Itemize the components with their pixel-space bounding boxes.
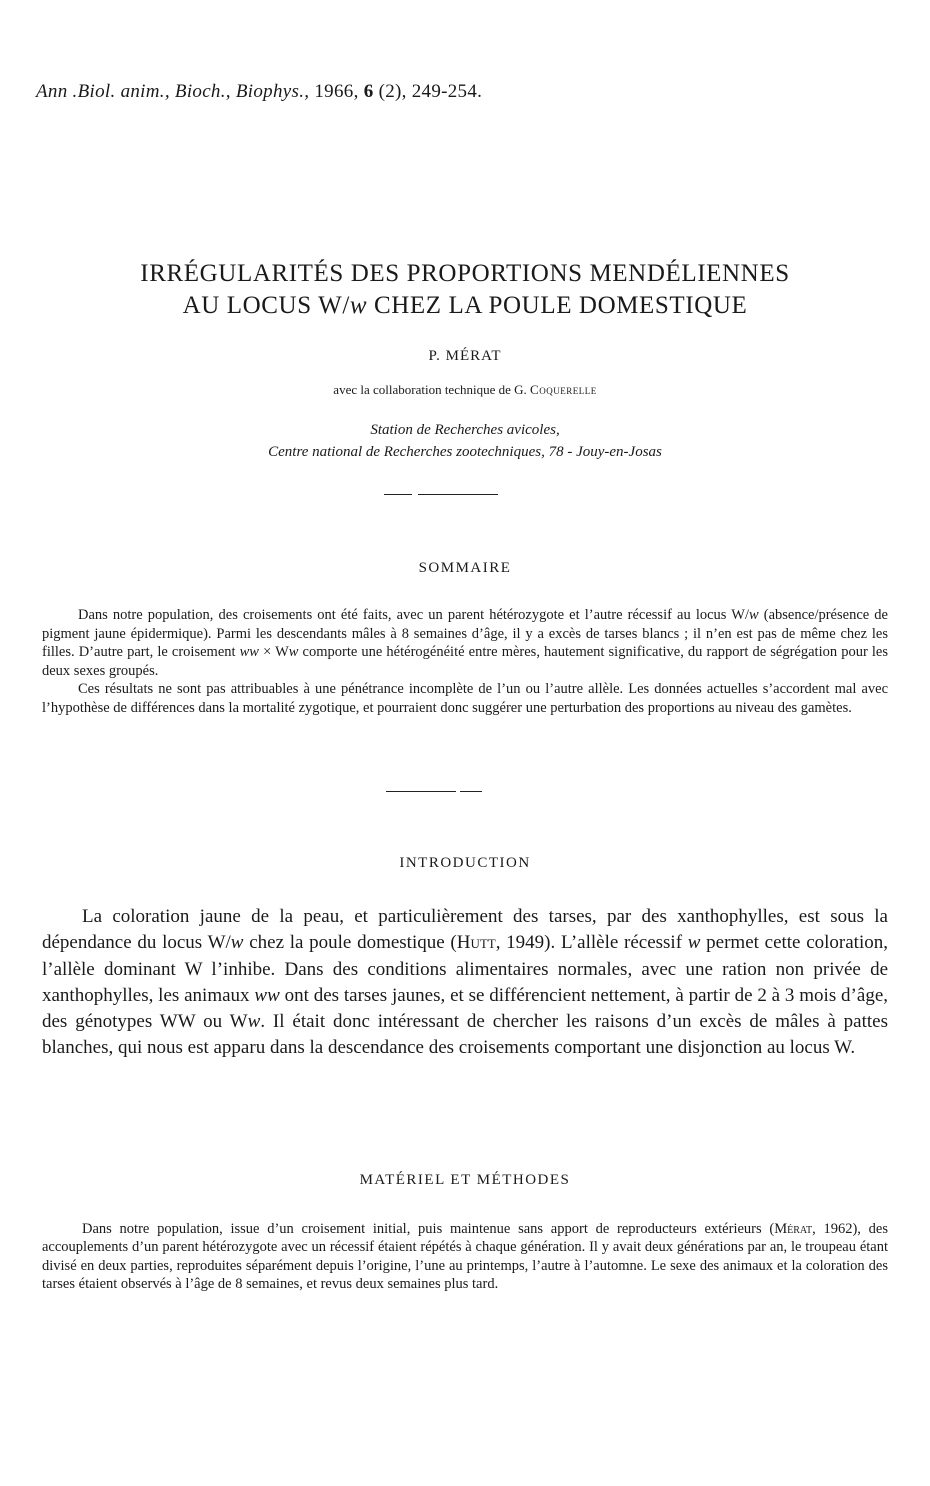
- citation-author: Mérat: [774, 1221, 813, 1237]
- title-locus-dominant: W: [318, 292, 343, 319]
- journal-issue-pages: (2), 249-254.: [378, 81, 483, 102]
- genotype-symbol: ww: [239, 644, 259, 660]
- intro-text: , 1949). L’allèle récessif: [495, 932, 688, 954]
- genotype-symbol: ww: [254, 984, 280, 1006]
- paper-title: [0, 258, 930, 322]
- affiliation-line-1: Station de Recherches avicoles,: [370, 422, 560, 438]
- author-collaboration: [0, 381, 930, 399]
- author-name: P. MÉRAT: [428, 348, 502, 364]
- abstract-text: (absence/présence de pigment jaune épidermique). Parmi les descendants mâles à 8 semaines d’âge, il y a excès de tarses blancs ; il n’en est pas de même chez les filles. D’autre part, le croisement: [42, 607, 888, 660]
- methods-paragraph: [42, 1220, 888, 1293]
- separator-rule: [386, 791, 456, 792]
- intro-text: ont des tarses jaunes, et se différencient nettement, à partir de 2 à 3 mois d’âge, des génotypes WW ou W: [42, 984, 888, 1033]
- journal-volume: 6: [363, 81, 374, 102]
- allele-symbol: w: [247, 1011, 261, 1033]
- title-line-2: [0, 290, 930, 322]
- abstract-text: Dans notre population, des croisements ont été faits, avec un parent hétérozygote et l’autre récessif au locus W/: [78, 607, 749, 623]
- abstract: [42, 606, 888, 717]
- affiliation: [0, 419, 930, 463]
- heading-methods: MATÉRIEL ET MÉTHODES: [359, 1172, 571, 1188]
- separator-rule: [418, 494, 498, 495]
- separator-rule: [460, 791, 482, 792]
- journal-name: Ann .Biol. anim., Bioch., Biophys.,: [36, 81, 310, 102]
- title-line-2-prefix: AU LOCUS: [182, 292, 319, 319]
- title-line-1: IRRÉGULARITÉS DES PROPORTIONS MENDÉLIENNES: [140, 260, 790, 287]
- journal-year: 1966,: [314, 81, 359, 102]
- heading-introduction: INTRODUCTION: [399, 855, 531, 871]
- intro-text: . Il était donc intéressant de chercher les raisons d’un excès de mâles à pattes blanches, qui nous est apparu dans la descendance des croisements comportant une disjonction au locus W.: [42, 1011, 888, 1059]
- collaboration-text: avec la collaboration technique de G.: [333, 382, 531, 397]
- methods-text: , 1962), des accouplements d’un parent hétérozygote avec un récessif étaient répétés à chaque génération. Il y avait deux générations par an, le troupeau étant divisé en deux parties, reproduites séparément depuis l’origine, l’une au printemps, l’autre à l’automne. Le sexe des animaux et la coloration des tarses étaient observés à l’âge de 8 semaines, et revus deux semaines plus tard.: [42, 1221, 888, 1292]
- affiliation-line-2: Centre national de Recherches zootechniques, 78 - Jouy-en-Josas: [268, 444, 662, 460]
- allele-symbol: w: [288, 644, 299, 660]
- introduction-body: [42, 904, 888, 1062]
- abstract-text: comporte une hétérogénéité entre mères, hautement significative, du rapport de ségrégation pour les deux sexes groupés.: [42, 644, 888, 679]
- title-locus-slash: /: [342, 292, 350, 319]
- abstract-paragraph-2: Ces résultats ne sont pas attribuables à une pénétrance incomplète de l’un ou l’autre allèle. Les données actuelles s’accordent mal avec l’hypothèse de différences dans la mortalité zygotique, et pourraient donc suggérer une perturbation des proportions au niveau des gamètes.: [42, 681, 888, 716]
- separator-rule: [384, 494, 412, 495]
- methods-body: [42, 1220, 888, 1293]
- abstract-paragraph-1: [42, 606, 888, 680]
- title-locus-recessive: w: [349, 292, 368, 319]
- allele-symbol: w: [748, 607, 759, 623]
- title-line-2-suffix: CHEZ LA POULE DOMESTIQUE: [367, 292, 748, 319]
- introduction-paragraph: [42, 904, 888, 1062]
- citation-author: Hutt: [456, 932, 496, 954]
- intro-text: chez la poule domestique (: [243, 932, 457, 954]
- heading-sommaire: SOMMAIRE: [418, 560, 512, 576]
- journal-reference: [36, 80, 736, 104]
- collaborator-name: Coquerelle: [530, 382, 597, 397]
- intro-text: La coloration jaune de la peau, et particulièrement des tarses, par des xanthophylles, est sous la dépendance du locus W/: [42, 906, 888, 954]
- allele-symbol: w: [230, 932, 244, 954]
- intro-text: permet cette coloration, l’allèle dominant W l’inhibe. Dans des conditions alimentaires normales, avec une ration non privée de xanthophylles, les animaux: [42, 932, 888, 1006]
- methods-text: Dans notre population, issue d’un croisement initial, puis maintenue sans apport de reproducteurs extérieurs (: [82, 1221, 775, 1237]
- abstract-text: × W: [258, 644, 289, 660]
- allele-symbol: w: [687, 932, 701, 954]
